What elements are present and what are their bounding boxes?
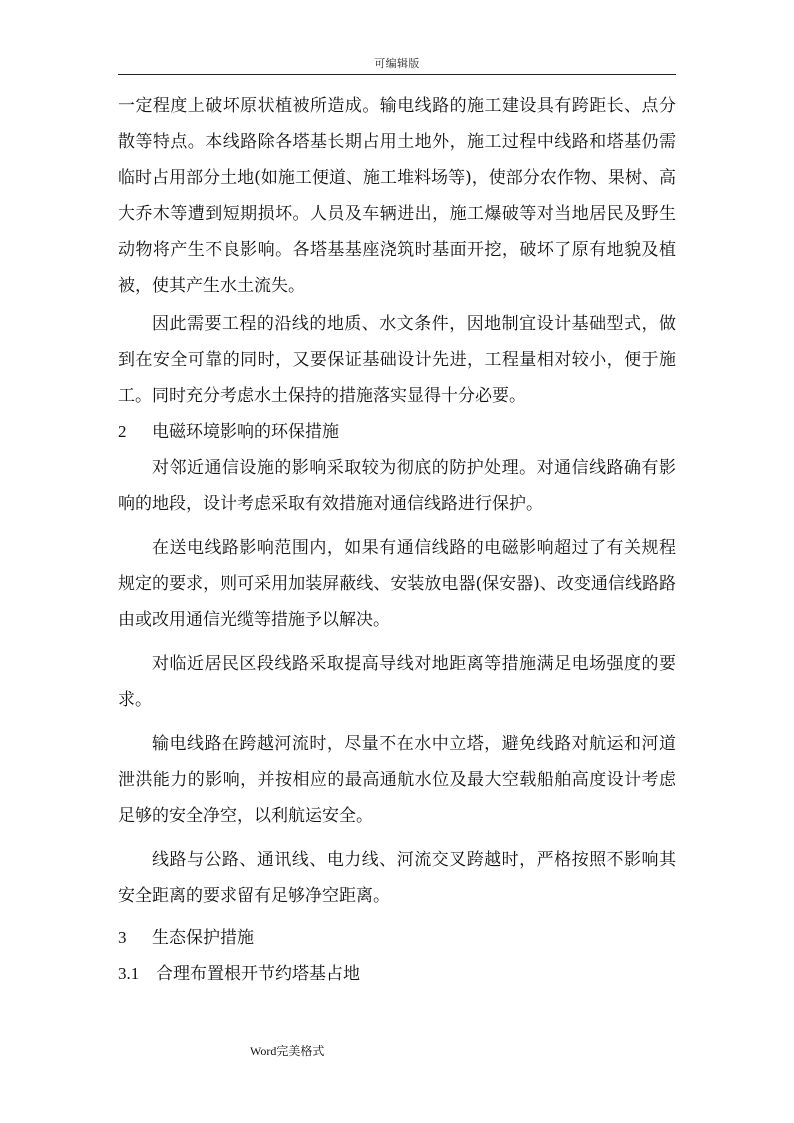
subsection-number: 3.1 xyxy=(118,964,140,983)
section-number: 3 xyxy=(118,928,127,947)
paragraph-2: 因此需要工程的沿线的地质、水文条件，因地制宜设计基础型式，做到在安全可靠的同时，又要保证基础设计先进，工程量相对较小，便于施工。同时充分考虑水土保持的措施落实显得十分必要。 xyxy=(118,314,676,406)
paragraph-5: 对临近居民区段线路采取提高导线对地距离等措施满足电场强度的要求。 xyxy=(118,654,676,710)
paragraph-3: 对邻近通信设施的影响采取较为彻底的防护处理。对通信线路确有影响的地段，设计考虑采取有效措施对通信线路进行保护。 xyxy=(118,458,676,514)
page-footer: Word完美格式 xyxy=(250,1044,325,1058)
paragraph-6: 输电线路在跨越河流时，尽量不在水中立塔，避免线路对航运和河道泄洪能力的影响，并按相应的最高通航水位及最大空载船舶高度设计考虑足够的安全净空，以利航运安全。 xyxy=(118,734,676,826)
subsection-title: 合理布置根开节约塔基占地 xyxy=(156,964,360,984)
document-body xyxy=(118,88,676,992)
section-heading-3 xyxy=(118,920,676,956)
header-text: 可编辑版 xyxy=(374,57,420,70)
paragraph-7: 线路与公路、通讯线、电力线、河流交叉跨越时，严格按照不影响其安全距离的要求留有足够净空距离。 xyxy=(118,850,676,906)
paragraph-4: 在送电线路影响范围内，如果有通信线路的电磁影响超过了有关规程规定的要求，则可采用加装屏蔽线、安装放电器(保安器)、改变通信线路路由或改用通信光缆等措施予以解决。 xyxy=(118,538,676,630)
section-heading-2 xyxy=(118,414,676,450)
section-title: 电磁环境影响的环保措施 xyxy=(152,422,339,442)
subsection-heading-3-1 xyxy=(118,956,676,992)
section-number: 2 xyxy=(118,422,127,441)
page-header xyxy=(118,52,676,75)
section-title: 生态保护措施 xyxy=(152,928,254,948)
paragraph-1: 一定程度上破坏原状植被所造成。输电线路的施工建设具有跨距长、点分散等特点。本线路除各塔基长期占用土地外，施工过程中线路和塔基仍需临时占用部分土地(如施工便道、施工堆料场等)，使部分农作物、果树、高大乔木等遭到短期损坏。人员及车辆进出，施工爆破等对当地居民及野生动物将产生不良影响。各塔基基座浇筑时基面开挖，破坏了原有地貌及植被，使其产生水土流失。 xyxy=(118,96,676,296)
